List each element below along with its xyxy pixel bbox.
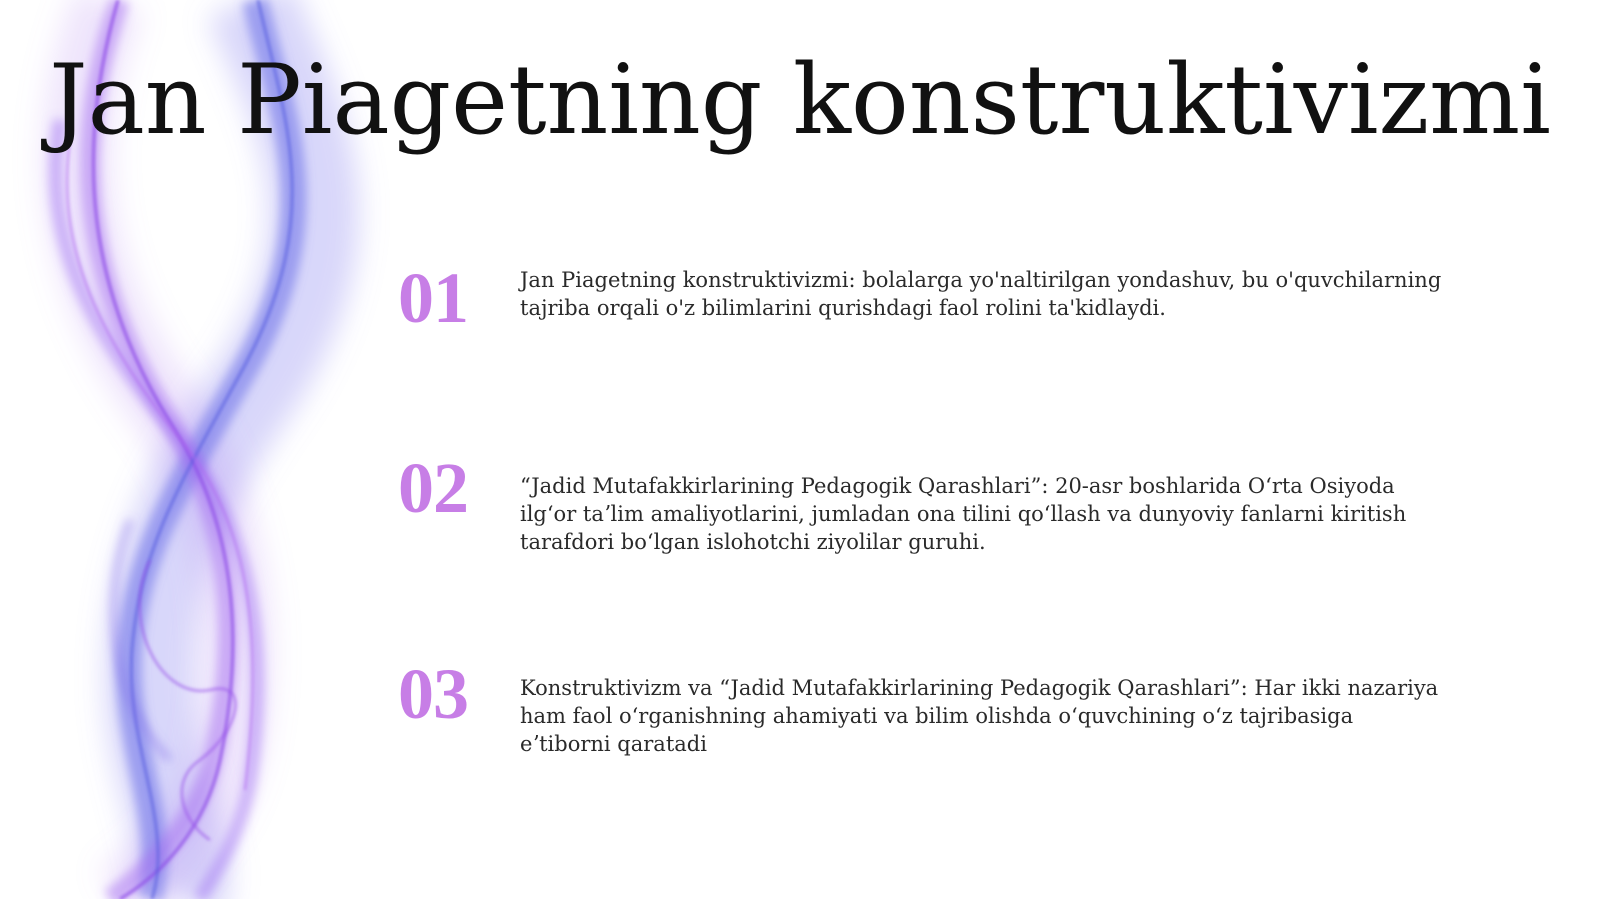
slide-title: Jan Piagetning konstruktivizmi (49, 44, 1551, 156)
item-text: “Jadid Mutafakkirlarining Pedagogik Qarashlari”: 20-asr boshlarida Oʻrta Osiyoda ilgʻor taʼlim amaliyotlarini, jumladan ona tilini qoʻllash va dunyoviy fanlarni kiritish tarafdori boʻlgan islohotchi ziyolilar guruhi. (520, 474, 1407, 554)
item-number: 01 (398, 258, 468, 338)
item-number: 02 (398, 448, 468, 528)
item-text: Konstruktivizm va “Jadid Mutafakkirlarining Pedagogik Qarashlari”: Har ikki nazariya ham faol oʻrganishning ahamiyati va bilim olishda oʻquvchining oʻz tajribasiga eʼtiborni qaratadi (520, 676, 1439, 756)
item-number: 03 (398, 654, 468, 734)
item-text: Jan Piagetning konstruktivizmi: bolalarga yo'naltirilgan yondashuv, bu o'quvchilarning tajriba orqali o'z bilimlarini qurishdagi faol rolini ta'kidlaydi. (520, 268, 1442, 320)
